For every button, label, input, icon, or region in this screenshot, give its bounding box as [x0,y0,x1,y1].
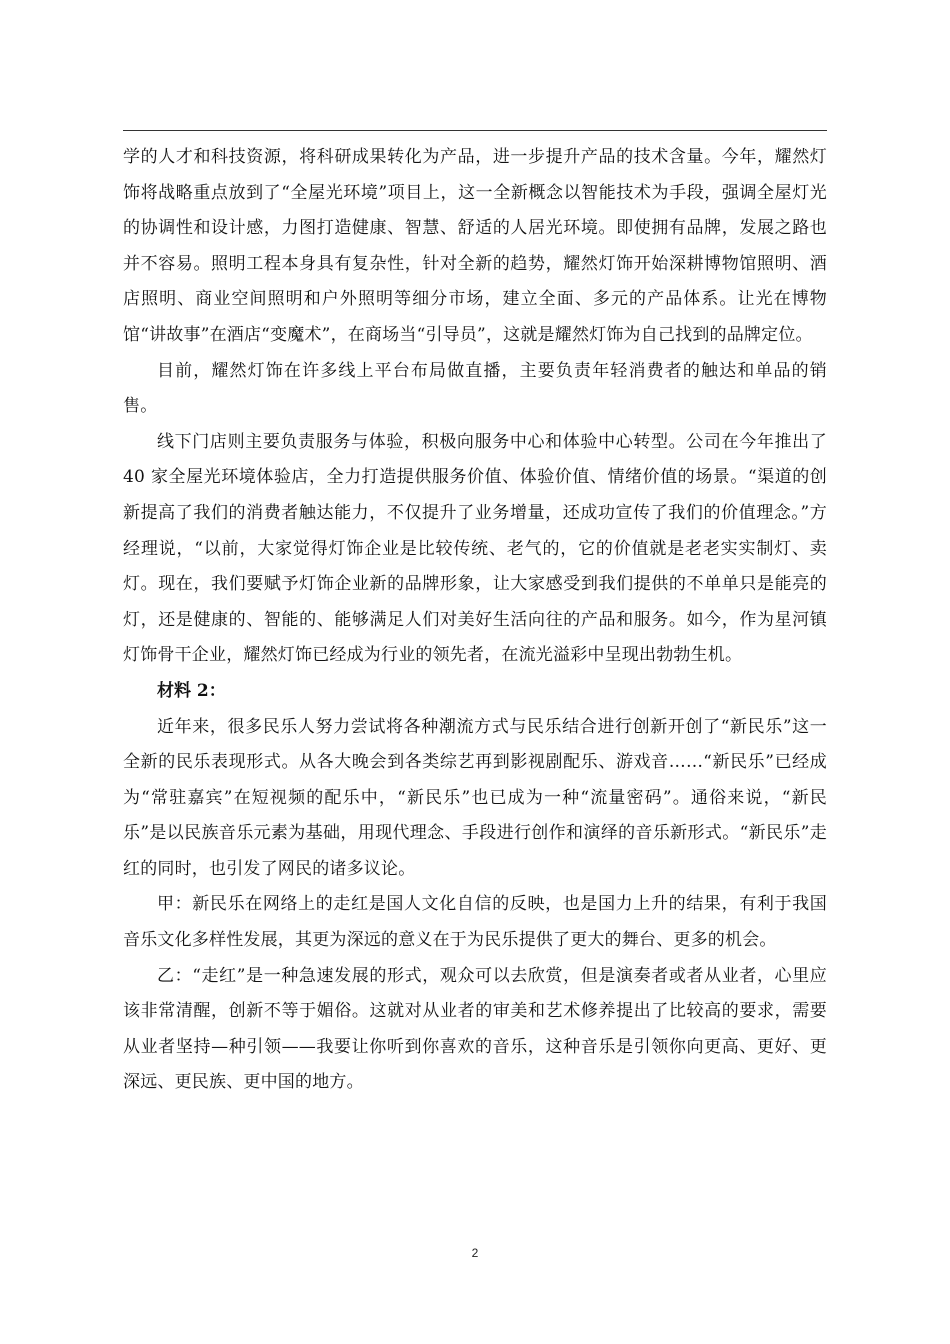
paragraph-opinion-jia: 甲：新民乐在网络上的走红是国人文化自信的反映，也是国力上升的结果，有利于我国音乐文化多样性发展，其更为深远的意义在于为民乐提供了更大的舞台、更多的机会。 [123,894,827,951]
paragraph-continuation: 学的人才和科技资源，将科研成果转化为产品，进一步提升产品的技术含量。今年，耀然灯饰将战略重点放到了“全屋光环境”项目上，这一全新概念以智能技术为手段，强调全屋灯光的协调性和设计感，力图打造健康、智慧、舒适的人居光环境。即使拥有品牌，发展之路也并不容易。照明工程本身具有复杂性，针对全新的趋势，耀然灯饰开始深耕博物馆照明、酒店照明、商业空间照明和户外照明等细分市场，建立全面、多元的产品体系。让光在博物馆“讲故事”在酒店“变魔术”，在商场当“引导员”，这就是耀然灯饰为自己找到的品牌定位。 [123,147,827,345]
paragraph-opinion-yi: 乙：“走红”是一种急速发展的形式，观众可以去欣赏，但是演奏者或者从业者，心里应该非常清醒，创新不等于媚俗。这就对从业者的审美和艺术修养提出了比较高的要求，需要从业者坚持—种引领——我要让你听到你喜欢的音乐，这种音乐是引领你向更高、更好、更深远、更民族、更中国的地方。 [123,965,827,1093]
paragraph-offline-stores: 线下门店则主要负责服务与体验，积极向服务中心和体验中心转型。公司在今年推出了 40 家全屋光环境体验店，全力打造提供服务价值、体验价值、情绪价值的场景。“渠道的创新提高了我们的消费者触达能力，不仅提升了业务增量，还成功宣传了我们的价值理念。”方经理说，“以前，大家觉得灯饰企业是比较传统、老气的，它的价值就是老老实实制灯、卖灯。现在，我们要赋予灯饰企业新的品牌形象，让大家感受到我们提供的不单单只是能亮的灯，还是健康的、智能的、能够满足人们对美好生活向往的产品和服务。如今，作为星河镇灯饰骨干企业，耀然灯饰已经成为行业的领先者，在流光溢彩中呈现出勃勃生机。 [123,431,827,666]
paragraph-new-folk-music: 近年来，很多民乐人努力尝试将各种潮流方式与民乐结合进行创新开创了“新民乐”这一全新的民乐表现形式。从各大晚会到各类综艺再到影视剧配乐、游戏音……“新民乐”已经成为“常驻嘉宾”在短视频的配乐中，“新民乐”也已成为一种“流量密码”。通俗来说，“新民乐”是以民族音乐元素为基础，用现代理念、手段进行创作和演绎的音乐新形式。“新民乐”走红的同时，也引发了网民的诸多议论。 [123,716,827,879]
document-body [123,140,827,1101]
section-heading-material-2: 材料 2： [157,680,226,701]
page-number: 2 [471,1246,479,1260]
paragraph-online-live: 目前，耀然灯饰在许多线上平台布局做直播，主要负责年轻消费者的触达和单品的销售。 [123,360,827,417]
header-rule [123,130,827,131]
